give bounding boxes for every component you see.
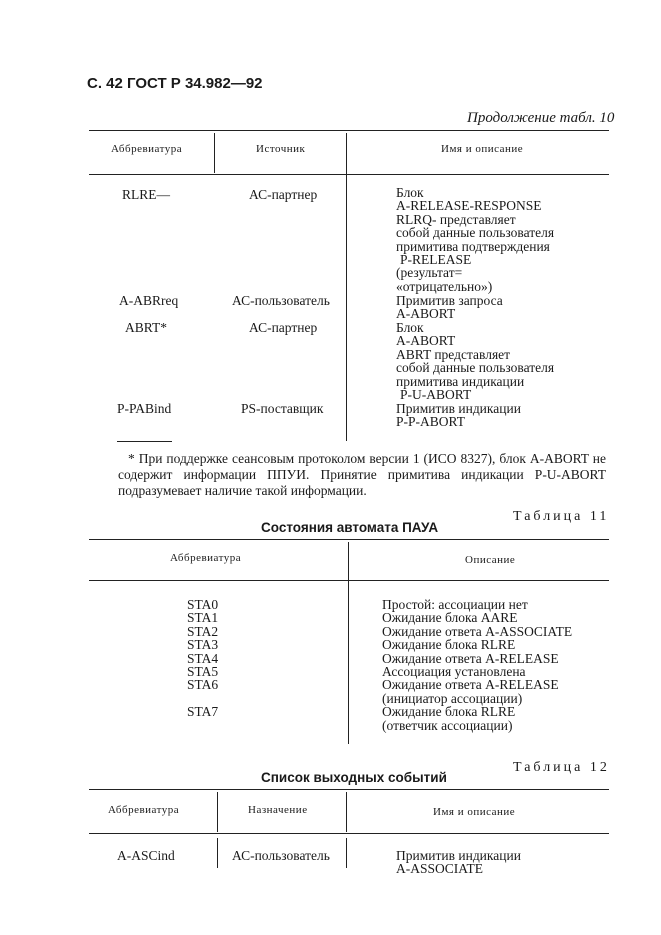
continuation-label: Продолжение табл. 10: [467, 110, 615, 126]
desc-line: собой данные пользователя: [396, 225, 555, 241]
table10-header-abbr: Аббревиатура: [111, 143, 183, 155]
state-abbr: [187, 692, 218, 705]
table12-title: Список выходных событий: [261, 770, 447, 785]
table12-header-desc: Имя и описание: [433, 806, 516, 818]
desc-line: A-ABORT: [396, 306, 456, 322]
table10-col-divider-1: [214, 133, 215, 173]
table12-body-divider-1: [217, 838, 218, 868]
table10-row4-desc: [396, 402, 521, 429]
desc-line: A-RELEASE-RESPONSE: [396, 198, 542, 214]
state-abbr: STA1: [187, 610, 219, 626]
table10-top-rule: [89, 130, 609, 131]
desc-line: P-U-ABORT: [400, 387, 472, 403]
footnote-rule: [117, 441, 172, 442]
table12-row1-purpose: АС-пользователь: [232, 848, 330, 863]
table11-desc-column: [382, 598, 572, 732]
state-abbr: STA7: [187, 704, 219, 720]
table11-abbr-column: [187, 598, 218, 719]
state-desc: Простой: ассоциации нет: [382, 597, 528, 612]
state-desc: Ожидание блока RLRE: [382, 704, 516, 720]
table10-row2-source: АС-пользователь: [232, 293, 330, 308]
desc-line: P-P-ABORT: [396, 414, 465, 430]
table10-row1-desc: [396, 186, 554, 293]
table10-row1-source: АС-партнер: [249, 187, 318, 202]
state-abbr: STA5: [187, 664, 219, 680]
state-desc: Ожидание ответа A-RELEASE: [382, 677, 559, 693]
table12-row1-desc: [396, 849, 521, 876]
desc-line: P-RELEASE: [400, 252, 472, 268]
table10-row2-abbr: A-ABRreq: [119, 293, 179, 308]
table12-body-divider-2: [346, 838, 347, 868]
table12-top-rule: [89, 789, 609, 790]
table10-row3-desc: [396, 321, 554, 401]
table12-header-abbr: Аббревиатура: [108, 804, 180, 816]
table11-header-abbr: Аббревиатура: [170, 552, 242, 564]
table10-row3-source: АС-партнер: [249, 320, 318, 335]
desc-line: Блок: [396, 185, 424, 200]
state-desc: Ассоциация установлена: [382, 664, 526, 680]
state-abbr: STA0: [187, 597, 219, 612]
desc-line: собой данные пользователя: [396, 360, 555, 376]
table11-label: Таблица 11: [513, 509, 610, 524]
table12-col-divider-2: [346, 792, 347, 832]
desc-line: Примитив запроса: [396, 293, 503, 308]
desc-line: ABRT представляет: [396, 346, 511, 362]
table11-col-divider: [348, 542, 349, 744]
state-desc: Ожидание ответа A-ASSOCIATE: [382, 623, 573, 639]
desc-line: Примитив индикации: [396, 848, 521, 863]
state-abbr: STA2: [187, 623, 219, 639]
table11-header-desc: Описание: [465, 554, 516, 566]
desc-line: «отрицательно»): [396, 278, 493, 294]
table10-row4-source: PS-поставщик: [241, 401, 324, 416]
table12-header-rule: [89, 833, 609, 834]
table10-row4-abbr: P-PABind: [117, 401, 172, 416]
table10-col-divider-2: [346, 133, 347, 441]
desc-line: (результат=: [396, 265, 463, 281]
state-desc: (инициатор ассоциации): [382, 690, 523, 706]
state-desc: Ожидание ответа A-RELEASE: [382, 650, 559, 666]
state-abbr: STA4: [187, 650, 219, 666]
desc-line: примитива подтверждения: [396, 238, 550, 254]
table12-label: Таблица 12: [513, 760, 610, 775]
state-desc: (ответчик ассоциации): [382, 717, 513, 733]
table11-top-rule: [89, 539, 609, 540]
state-abbr: STA3: [187, 637, 219, 653]
table10-footnote: * При поддержке сеансовым протоколом версии 1 (ИСО 8327), блок A-ABORT не содержит информации ППУИ. Принятие примитива индикации P-U-ABORT подразумевает наличие такой информации.: [118, 451, 606, 498]
table11-title: Состояния автомата ПАУА: [261, 520, 439, 535]
table10-row3-abbr: ABRT*: [125, 320, 167, 335]
table10-row2-desc: [396, 294, 503, 321]
table10-row1-abbr: RLRE—: [122, 187, 171, 202]
desc-line: A-ASSOCIATE: [396, 861, 484, 877]
desc-line: Блок: [396, 320, 424, 335]
page-header: С. 42 ГОСТ Р 34.982—92: [87, 75, 263, 92]
table12-row1-abbr: A-ASCind: [117, 848, 175, 863]
desc-line: примитива индикации: [396, 373, 525, 389]
table10-header-rule: [89, 174, 609, 175]
table12-header-purpose: Назначение: [248, 804, 308, 816]
desc-line: A-ABORT: [396, 333, 456, 349]
table11-header-rule: [89, 580, 609, 581]
desc-line: Примитив индикации: [396, 401, 521, 416]
state-abbr: STA6: [187, 677, 219, 693]
table10-header-source: Источник: [256, 143, 306, 155]
table12-col-divider-1: [217, 792, 218, 832]
state-desc: Ожидание блока RLRE: [382, 637, 516, 653]
table10-header-desc: Имя и описание: [441, 143, 524, 155]
state-desc: Ожидание блока AARE: [382, 610, 518, 626]
desc-line: RLRQ- представляет: [396, 211, 516, 227]
